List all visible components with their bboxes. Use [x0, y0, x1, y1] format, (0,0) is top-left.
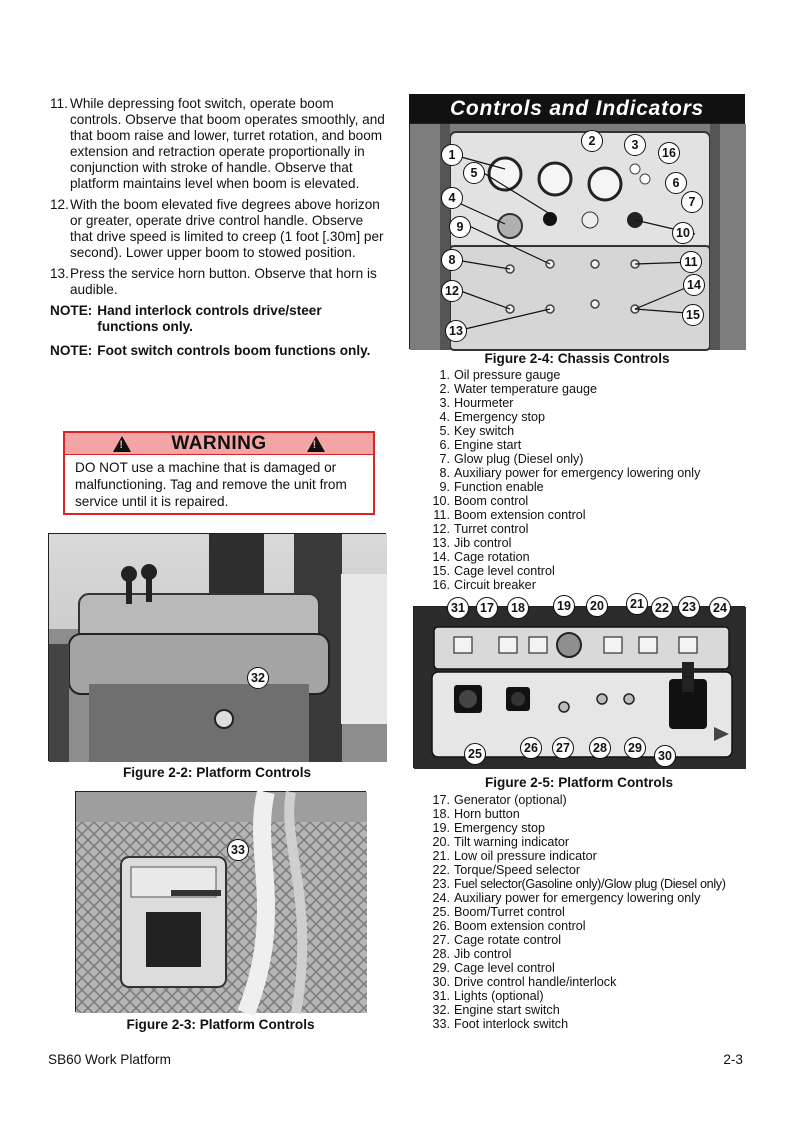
callout-27: 27 — [552, 737, 574, 759]
list-item: 26. Boom extension control — [432, 919, 586, 933]
list-item: 29. Cage level control — [432, 961, 555, 975]
list-item: 11. Boom extension control — [433, 508, 586, 522]
callout-19: 19 — [553, 595, 575, 617]
step-12 — [50, 197, 385, 261]
platform-controls-illustration — [49, 534, 387, 762]
list-item: 27. Cage rotate control — [432, 933, 562, 947]
note-text: Foot switch controls boom functions only. — [97, 343, 371, 358]
callout-1: 1 — [441, 144, 463, 166]
callout-5: 5 — [463, 162, 485, 184]
list-item: 32. Engine start switch — [432, 1003, 560, 1017]
step-text: While depressing foot switch, operate boom controls. Observe that boom operates smoothly, and that boom raise and lower, turret rotation, and boom extension and retraction operate proportionally in conjunction with stroke of handle. Observe that platform maintains level when boom is elevated. — [70, 96, 385, 191]
list-item: 21. Low oil pressure indicator — [432, 849, 597, 863]
list-item: 3. Hourmeter — [439, 396, 514, 410]
warning-header — [65, 433, 373, 455]
callout-13: 13 — [445, 320, 467, 342]
callout-6: 6 — [665, 172, 687, 194]
callout-7: 7 — [681, 191, 703, 213]
list-item: 14. Cage rotation — [432, 550, 530, 564]
list-item: 10. Boom control — [432, 494, 529, 508]
callout-2: 2 — [581, 130, 603, 152]
list-item: 30. Drive control handle/interlock — [432, 975, 617, 989]
callout-14: 14 — [683, 274, 705, 296]
list-item: 16. Circuit breaker — [432, 578, 536, 592]
callout-20: 20 — [586, 595, 608, 617]
note-label: NOTE: — [50, 343, 93, 358]
figure-2-2-photo — [48, 533, 386, 761]
list-item: 12. Turret control — [432, 522, 529, 536]
note-hand-interlock — [50, 303, 385, 335]
warning-box — [63, 431, 375, 515]
callout-31: 31 — [447, 597, 469, 619]
page-number: 2-3 — [723, 1052, 743, 1067]
callout-28: 28 — [589, 737, 611, 759]
list-item: 22. Torque/Speed selector — [432, 863, 581, 877]
callout-21: 21 — [626, 593, 648, 615]
footer-title: SB60 Work Platform — [48, 1052, 171, 1067]
step-number: 11. — [50, 96, 68, 111]
step-text: Press the service horn button. Observe that horn is audible. — [70, 266, 377, 297]
step-number: 13. — [50, 266, 69, 281]
note-foot-switch — [50, 343, 385, 359]
callout-24: 24 — [709, 597, 731, 619]
callout-25: 25 — [464, 743, 486, 765]
step-11 — [50, 96, 385, 192]
foot-switch-illustration — [76, 792, 367, 1013]
callout-18: 18 — [507, 597, 529, 619]
step-text: With the boom elevated five degrees above horizon or greater, operate drive control handle. Observe that drive speed is limited to creep (1 foot [.30m] per second). Lower upper boom to stowed position. — [70, 197, 384, 260]
warning-text: DO NOT use a machine that is damaged or malfunctioning. Tag and remove the unit from service until it is repaired. — [75, 460, 347, 509]
list-item: 6. Engine start — [439, 438, 522, 452]
platform-controls-list — [428, 793, 726, 1031]
list-item: 13. Jib control — [432, 536, 512, 550]
list-item: 24. Auxiliary power for emergency lowering only — [432, 891, 701, 905]
warning-title: WARNING — [171, 432, 267, 454]
callout-33: 33 — [227, 839, 249, 861]
step-number: 12. — [50, 197, 69, 212]
callout-29: 29 — [624, 737, 646, 759]
list-item: 1. Oil pressure gauge — [439, 368, 561, 382]
list-item: 7. Glow plug (Diesel only) — [439, 452, 584, 466]
list-item: 20. Tilt warning indicator — [432, 835, 570, 849]
list-item: 4. Emergency stop — [439, 410, 545, 424]
list-item: 28. Jib control — [432, 947, 512, 961]
callout-17: 17 — [476, 597, 498, 619]
procedure-text — [50, 96, 385, 359]
list-item: 23. Fuel selector(Gasoline only)/Glow plug (Diesel only) — [432, 877, 726, 891]
callout-11: 11 — [680, 251, 702, 273]
callout-16: 16 — [658, 142, 680, 164]
platform-control-panel-illustration — [414, 607, 746, 769]
figure-2-5-caption: Figure 2-5: Platform Controls — [484, 775, 674, 790]
warning-triangle-icon — [113, 436, 131, 452]
list-item: 31. Lights (optional) — [432, 989, 544, 1003]
step-13 — [50, 266, 385, 298]
figure-2-5-photo — [413, 597, 745, 768]
figure-2-2-caption: Figure 2-2: Platform Controls — [122, 765, 312, 780]
callout-12: 12 — [441, 280, 463, 302]
callout-8: 8 — [441, 249, 463, 271]
callout-4: 4 — [441, 187, 463, 209]
list-item: 19. Emergency stop — [432, 821, 545, 835]
section-title: Controls and Indicators — [409, 94, 745, 123]
list-item: 8. Auxiliary power for emergency lowering only — [439, 466, 701, 480]
list-item: 18. Horn button — [432, 807, 520, 821]
note-text: Hand interlock controls drive/steer functions only. — [97, 303, 322, 334]
callout-23: 23 — [678, 596, 700, 618]
callout-9: 9 — [449, 216, 471, 238]
list-item: 9. Function enable — [439, 480, 544, 494]
list-item: 15. Cage level control — [432, 564, 555, 578]
callout-32: 32 — [247, 667, 269, 689]
note-label: NOTE: — [50, 303, 93, 318]
figure-2-4-photo — [409, 123, 745, 349]
figure-2-4-caption: Figure 2-4: Chassis Controls — [484, 351, 670, 366]
list-item: 5. Key switch — [439, 424, 515, 438]
figure-2-3-photo — [75, 791, 366, 1012]
list-item: 33. Foot interlock switch — [432, 1017, 569, 1031]
callout-10: 10 — [672, 222, 694, 244]
callout-30: 30 — [654, 745, 676, 767]
warning-triangle-icon — [307, 436, 325, 452]
list-item: 17. Generator (optional) — [432, 793, 567, 807]
list-item: 25. Boom/Turret control — [432, 905, 565, 919]
callout-26: 26 — [520, 737, 542, 759]
callout-15: 15 — [682, 304, 704, 326]
list-item: 2. Water temperature gauge — [439, 382, 598, 396]
callout-22: 22 — [651, 597, 673, 619]
callout-3: 3 — [624, 134, 646, 156]
chassis-controls-list — [428, 368, 700, 592]
figure-2-3-caption: Figure 2-3: Platform Controls — [126, 1017, 315, 1032]
